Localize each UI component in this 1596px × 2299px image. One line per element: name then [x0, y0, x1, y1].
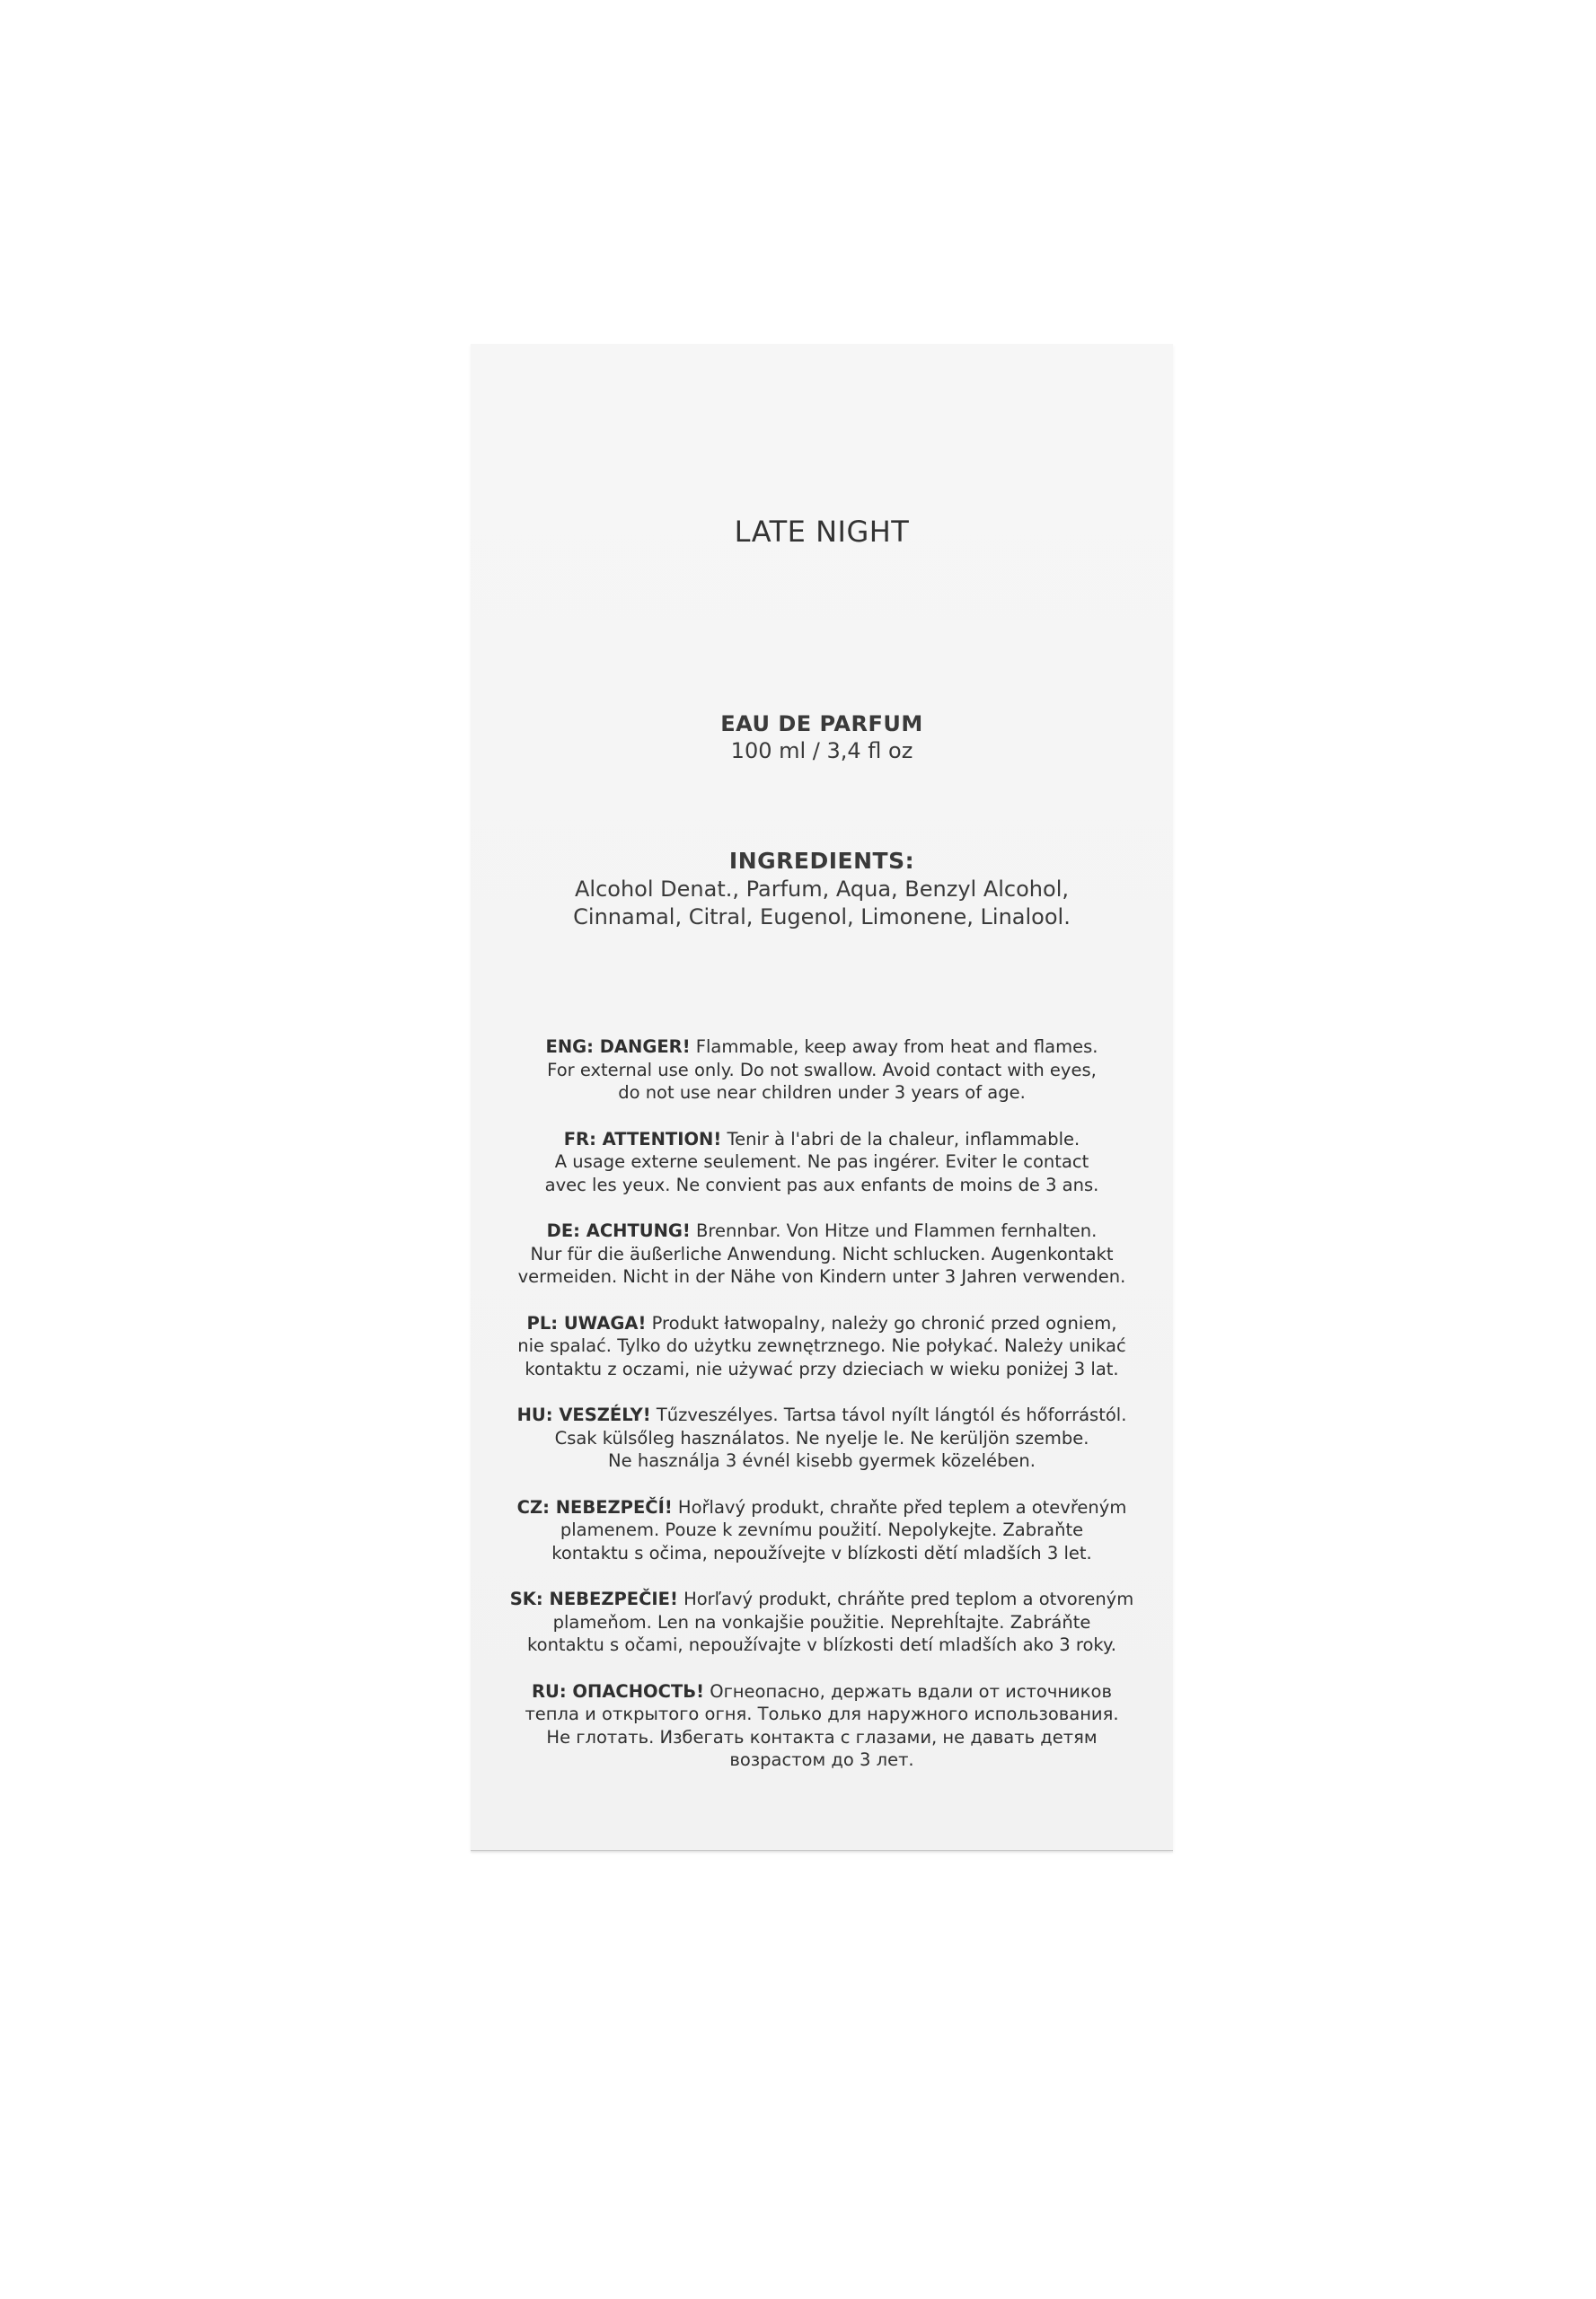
warning-text: тепла и открытого огня. Только для наружного использования.	[525, 1704, 1119, 1724]
warning-label: ENG: DANGER!	[545, 1036, 691, 1057]
warning-fr	[471, 1128, 1173, 1197]
warning-text: Produkt łatwopalny, należy go chronić przed ogniem,	[646, 1312, 1117, 1334]
warning-label: RU: ОПАСНОСТЬ!	[532, 1680, 705, 1702]
ingredients-heading: INGREDIENTS:	[728, 848, 915, 874]
product-info	[471, 710, 1173, 764]
ingredients-line: Alcohol Denat., Parfum, Aqua, Benzyl Alcohol,	[575, 876, 1069, 902]
warning-text: vermeiden. Nicht in der Nähe von Kindern unter 3 Jahren verwenden.	[517, 1266, 1126, 1287]
warning-text: Horľavý produkt, chráňte pred teplom a otvoreným	[677, 1589, 1134, 1609]
warning-text: Не глотать. Избегать контакта с глазами, не давать детям	[546, 1726, 1098, 1748]
ingredients-line: Cinnamal, Citral, Eugenol, Limonene, Linalool.	[573, 904, 1071, 929]
warning-text: Brennbar. Von Hitze und Flammen fernhalten.	[690, 1220, 1098, 1241]
warning-text: Tenir à l'abri de la chaleur, inflammable.	[721, 1128, 1080, 1150]
warning-text: Ne használja 3 évnél kisebb gyermek közelében.	[608, 1450, 1036, 1471]
warning-text: Flammable, keep away from heat and flames.	[690, 1036, 1098, 1057]
warning-text: avec les yeux. Ne convient pas aux enfants de moins de 3 ans.	[544, 1174, 1099, 1195]
warning-pl	[471, 1312, 1173, 1381]
product-volume: 100 ml / 3,4 fl oz	[730, 738, 913, 763]
warning-text: For external use only. Do not swallow. Avoid contact with eyes,	[547, 1059, 1097, 1080]
warning-text: kontaktu z oczami, nie używać przy dzieciach w wieku poniżej 3 lat.	[525, 1358, 1119, 1379]
ingredients-block	[471, 847, 1173, 931]
warning-text: plameňom. Len na vonkajšie použitie. Neprehĺtajte. Zabráňte	[552, 1611, 1091, 1633]
warning-eng	[471, 1035, 1173, 1105]
warning-de	[471, 1220, 1173, 1289]
warning-label: SK: NEBEZPEČIE!	[509, 1589, 678, 1609]
warning-cz	[471, 1496, 1173, 1565]
warning-text: Hořlavý produkt, chraňte před teplem a otevřeným	[672, 1496, 1127, 1518]
warning-text: nie spalać. Tylko do użytku zewnętrznego. Nie połykać. Należy unikać	[517, 1335, 1126, 1356]
warning-text: Огнеопасно, держать вдали от источников	[704, 1680, 1112, 1702]
warning-label: HU: VESZÉLY!	[516, 1405, 651, 1425]
warning-label: CZ: NEBEZPEČÍ!	[516, 1496, 673, 1518]
product-title: LATE NIGHT	[734, 515, 910, 549]
warning-sk	[471, 1588, 1173, 1657]
warning-text: возрастом до 3 лет.	[729, 1749, 914, 1770]
warning-text: kontaktu s očami, nepoužívajte v blízkosti detí mladších ako 3 roky.	[527, 1634, 1116, 1655]
warning-text: plamenem. Pouze k zevnímu použití. Nepolykejte. Zabraňte	[560, 1519, 1084, 1540]
warning-hu	[471, 1404, 1173, 1473]
warning-label: PL: UWAGA!	[526, 1312, 647, 1334]
warning-label: FR: ATTENTION!	[563, 1128, 722, 1150]
product-type: EAU DE PARFUM	[720, 711, 923, 736]
warning-ru	[471, 1680, 1173, 1772]
perfume-box-back	[471, 344, 1173, 1851]
warning-text: kontaktu s očima, nepoužívejte v blízkosti dětí mladších 3 let.	[551, 1542, 1092, 1563]
warning-text: Csak külsőleg használatos. Ne nyelje le. Ne kerüljön szembe.	[554, 1427, 1089, 1449]
warnings-block	[471, 1035, 1173, 1795]
warning-text: Nur für die äußerliche Anwendung. Nicht schlucken. Augenkontakt	[530, 1243, 1114, 1264]
warning-text: A usage externe seulement. Ne pas ingérer. Eviter le contact	[554, 1151, 1089, 1172]
warning-label: DE: ACHTUNG!	[546, 1220, 691, 1241]
warning-text: Tűzveszélyes. Tartsa távol nyílt lángtól és hőforrástól.	[650, 1405, 1127, 1425]
warning-text: do not use near children under 3 years of age.	[618, 1082, 1026, 1103]
